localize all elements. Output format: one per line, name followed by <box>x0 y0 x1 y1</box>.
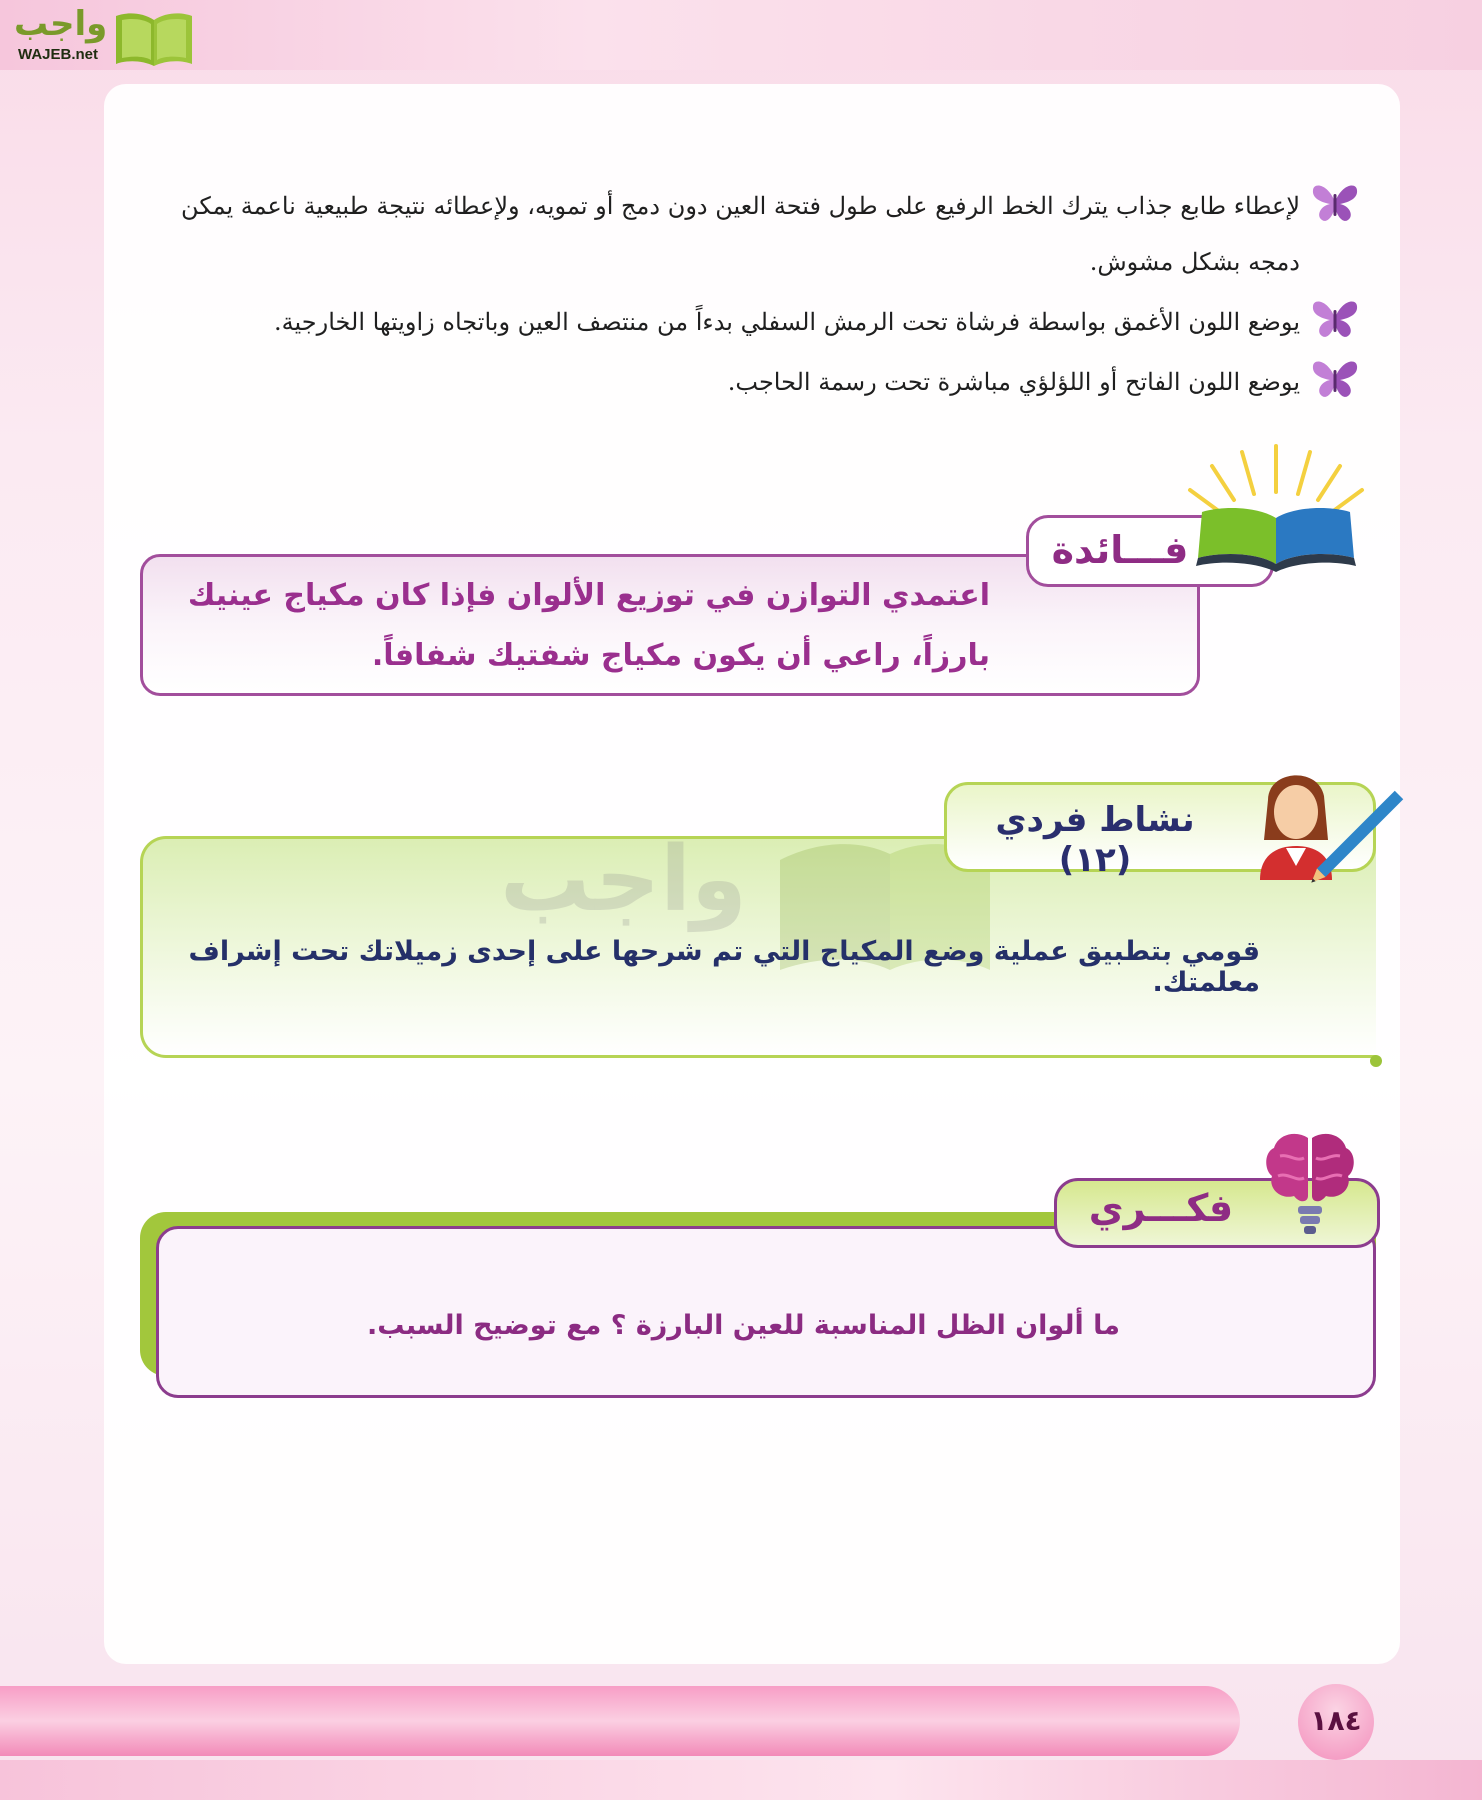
butterfly-icon <box>1310 296 1360 342</box>
wajeb-logo[interactable] <box>8 4 188 70</box>
think-question: ما ألوان الظل المناسبة للعين البارزة ؟ مع توضيح السبب. <box>367 1310 1120 1341</box>
brain-bulb-icon <box>1260 1126 1360 1246</box>
think-title: فكـــري <box>1088 1186 1234 1230</box>
activity-title: نشاط فردي (١٢) <box>995 800 1195 880</box>
logo-latin-text: WAJEB.net <box>18 46 99 63</box>
list-item <box>170 354 1360 410</box>
activity-end-dot <box>1370 1055 1382 1067</box>
open-book-rays-icon <box>1176 440 1376 580</box>
butterfly-icon <box>1310 356 1360 402</box>
footer-strip <box>0 1760 1482 1800</box>
svg-text:واجب: واجب <box>500 827 747 932</box>
tip-title: فـــائدة <box>1051 528 1189 572</box>
logo-arabic-text: واجب <box>14 4 108 44</box>
list-item <box>170 294 1360 350</box>
bullet-text: يوضع اللون الأغمق بواسطة فرشاة تحت الرمش السفلي بدءاً من منتصف العين وباتجاه زاويتها الخارجية. <box>274 308 1300 336</box>
student-pencil-icon <box>1248 760 1408 890</box>
book-logo-icon <box>114 8 194 68</box>
bullet-text: يوضع اللون الفاتح أو اللؤلؤي مباشرة تحت رسمة الحاجب. <box>727 368 1300 396</box>
bullet-text: لإعطاء طابع جذاب يترك الخط الرفيع على طول فتحة العين دون دمج أو تمويه، ولإعطائه نتيجة طبيعية ناعمة يمكن دمجه بشكل مشوش. <box>181 192 1300 276</box>
list-item <box>170 178 1360 290</box>
tips-list <box>170 178 1360 414</box>
top-decor-strip <box>0 0 1482 70</box>
activity-text: قومي بتطبيق عملية وضع المكياج التي تم شرحها على إحدى زميلاتك تحت إشراف معلمتك. <box>188 936 1260 998</box>
butterfly-icon <box>1310 180 1360 226</box>
tip-text: اعتمدي التوازن في توزيع الألوان فإذا كان مكياج عينيك بارزاً، راعي أن يكون مكياج شفتيك شفافاً. <box>187 578 990 673</box>
footer-bar <box>0 1686 1240 1756</box>
page-number: ١٨٤ <box>1310 1704 1362 1737</box>
